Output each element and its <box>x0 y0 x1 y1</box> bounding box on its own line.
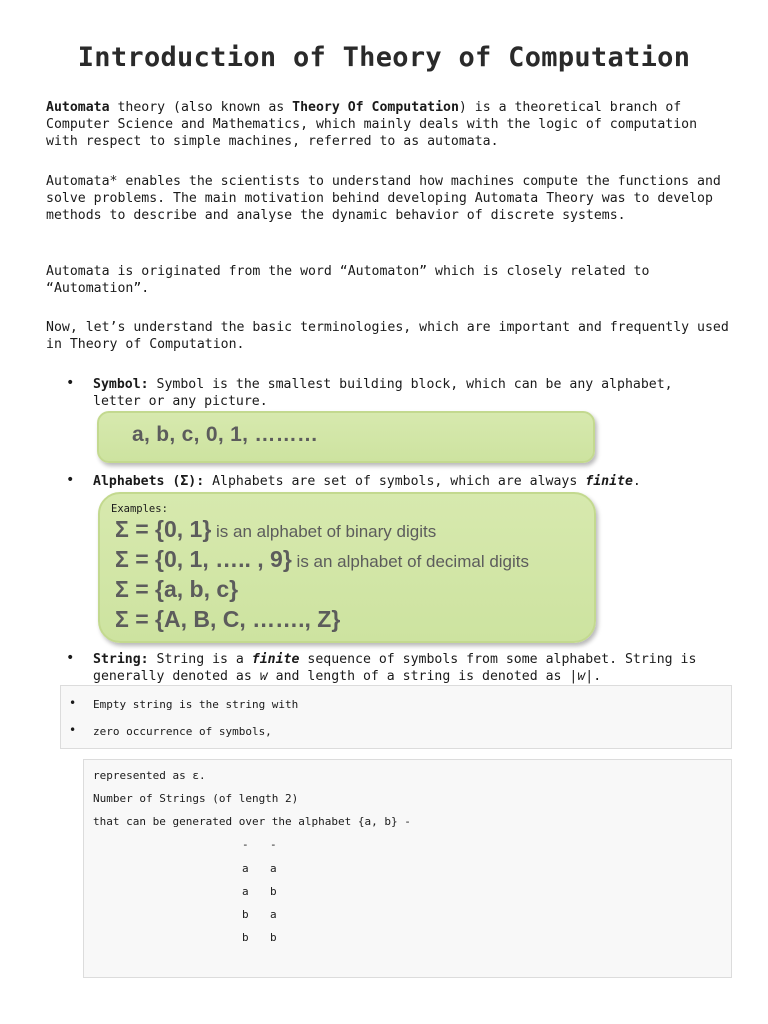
string-text-3: and length of a string is denoted as <box>267 669 570 684</box>
table-cell: a <box>242 862 249 875</box>
finite-emphasis: finite <box>251 652 300 667</box>
table-cell: - <box>270 838 277 851</box>
finite-emphasis: finite <box>585 474 633 489</box>
code-line: Empty string is the string with <box>93 698 299 711</box>
string-text-2: sequence of symbols from some alphabet. String is generally denoted as <box>93 652 697 684</box>
symbol-text: Symbol is the smallest building block, which can be any alphabet, letter or any picture. <box>93 377 673 409</box>
bullet-icon: • <box>66 375 75 391</box>
code-line: represented as ε. <box>93 769 206 782</box>
alphabet-example-line <box>115 546 529 573</box>
empty-string-code-block <box>60 685 732 749</box>
code-line: that can be generated over the alphabet {a, b} - <box>93 815 411 828</box>
alphabet-set: Σ = {0, 1} <box>115 516 212 542</box>
intro-paragraph <box>46 99 736 150</box>
alphabets-end: . <box>632 474 641 489</box>
alphabets-text: Alphabets are set of symbols, which are always <box>204 474 586 489</box>
table-cell: b <box>242 931 249 944</box>
motivation-paragraph: Automata* enables the scientists to understand how machines compute the functions and solve problems. The main motivation behind developing Automata Theory was to develop methods to describe and analyse the dynamic behavior of discrete systems. <box>46 174 721 223</box>
table-cell: a <box>270 908 277 921</box>
table-cell: b <box>242 908 249 921</box>
symbol-example-box <box>97 411 595 463</box>
examples-label: Examples: <box>111 503 168 515</box>
string-text-1: String is a <box>148 652 252 667</box>
symbol-example-content: a, b, c, 0, 1, ……… <box>132 423 319 446</box>
intro-text-2: ) is a theoretical branch of Computer Science and Mathematics, which mainly deals with the logic of computation with respect to simple machines, referred to as automata. <box>46 100 698 149</box>
symbol-definition <box>93 376 723 410</box>
table-cell: - <box>242 838 249 851</box>
w-variable: w <box>259 669 268 684</box>
table-cell: a <box>270 862 277 875</box>
alphabet-examples-box <box>98 492 596 643</box>
string-end: . <box>593 669 602 684</box>
bullet-icon: • <box>66 650 75 666</box>
table-cell: a <box>242 885 249 898</box>
alphabet-example-line <box>115 516 436 543</box>
intro-text-1: theory (also known as <box>109 100 293 115</box>
origin-paragraph: Automata is originated from the word “Automaton” which is closely related to “Automation”. <box>46 264 650 296</box>
table-cell: b <box>270 885 277 898</box>
alphabet-set: Σ = {A, B, C, ……., Z} <box>115 606 341 632</box>
alphabet-description: is an alphabet of binary digits <box>211 522 437 541</box>
code-line: Number of Strings (of length 2) <box>93 792 299 805</box>
automata-term: Automata <box>46 100 110 115</box>
alphabet-example-line <box>115 576 238 603</box>
length-notation: |w| <box>569 669 594 684</box>
bullet-icon: • <box>66 472 75 488</box>
alphabets-definition <box>93 473 723 490</box>
table-cell: b <box>270 931 277 944</box>
code-line: zero occurrence of symbols, <box>93 725 272 738</box>
alphabets-term: Alphabets (Σ): <box>93 474 205 489</box>
alphabet-example-line <box>115 606 340 633</box>
alphabet-set: Σ = {0, 1, ….. , 9} <box>115 546 292 572</box>
string-term: String: <box>93 652 149 667</box>
bullet-icon: • <box>69 696 77 710</box>
page-title: Introduction of Theory of Computation <box>77 42 691 73</box>
alphabet-set: Σ = {a, b, c} <box>115 576 239 602</box>
symbol-term: Symbol: <box>93 377 149 392</box>
bullet-icon: • <box>69 723 77 737</box>
alphabet-description: is an alphabet of decimal digits <box>291 552 530 571</box>
string-definition <box>93 651 723 685</box>
terminology-paragraph: Now, let’s understand the basic terminologies, which are important and frequently used in Theory of Computation. <box>46 320 729 352</box>
string-count-code-block <box>83 759 732 978</box>
toc-term: Theory Of Computation <box>292 100 459 115</box>
